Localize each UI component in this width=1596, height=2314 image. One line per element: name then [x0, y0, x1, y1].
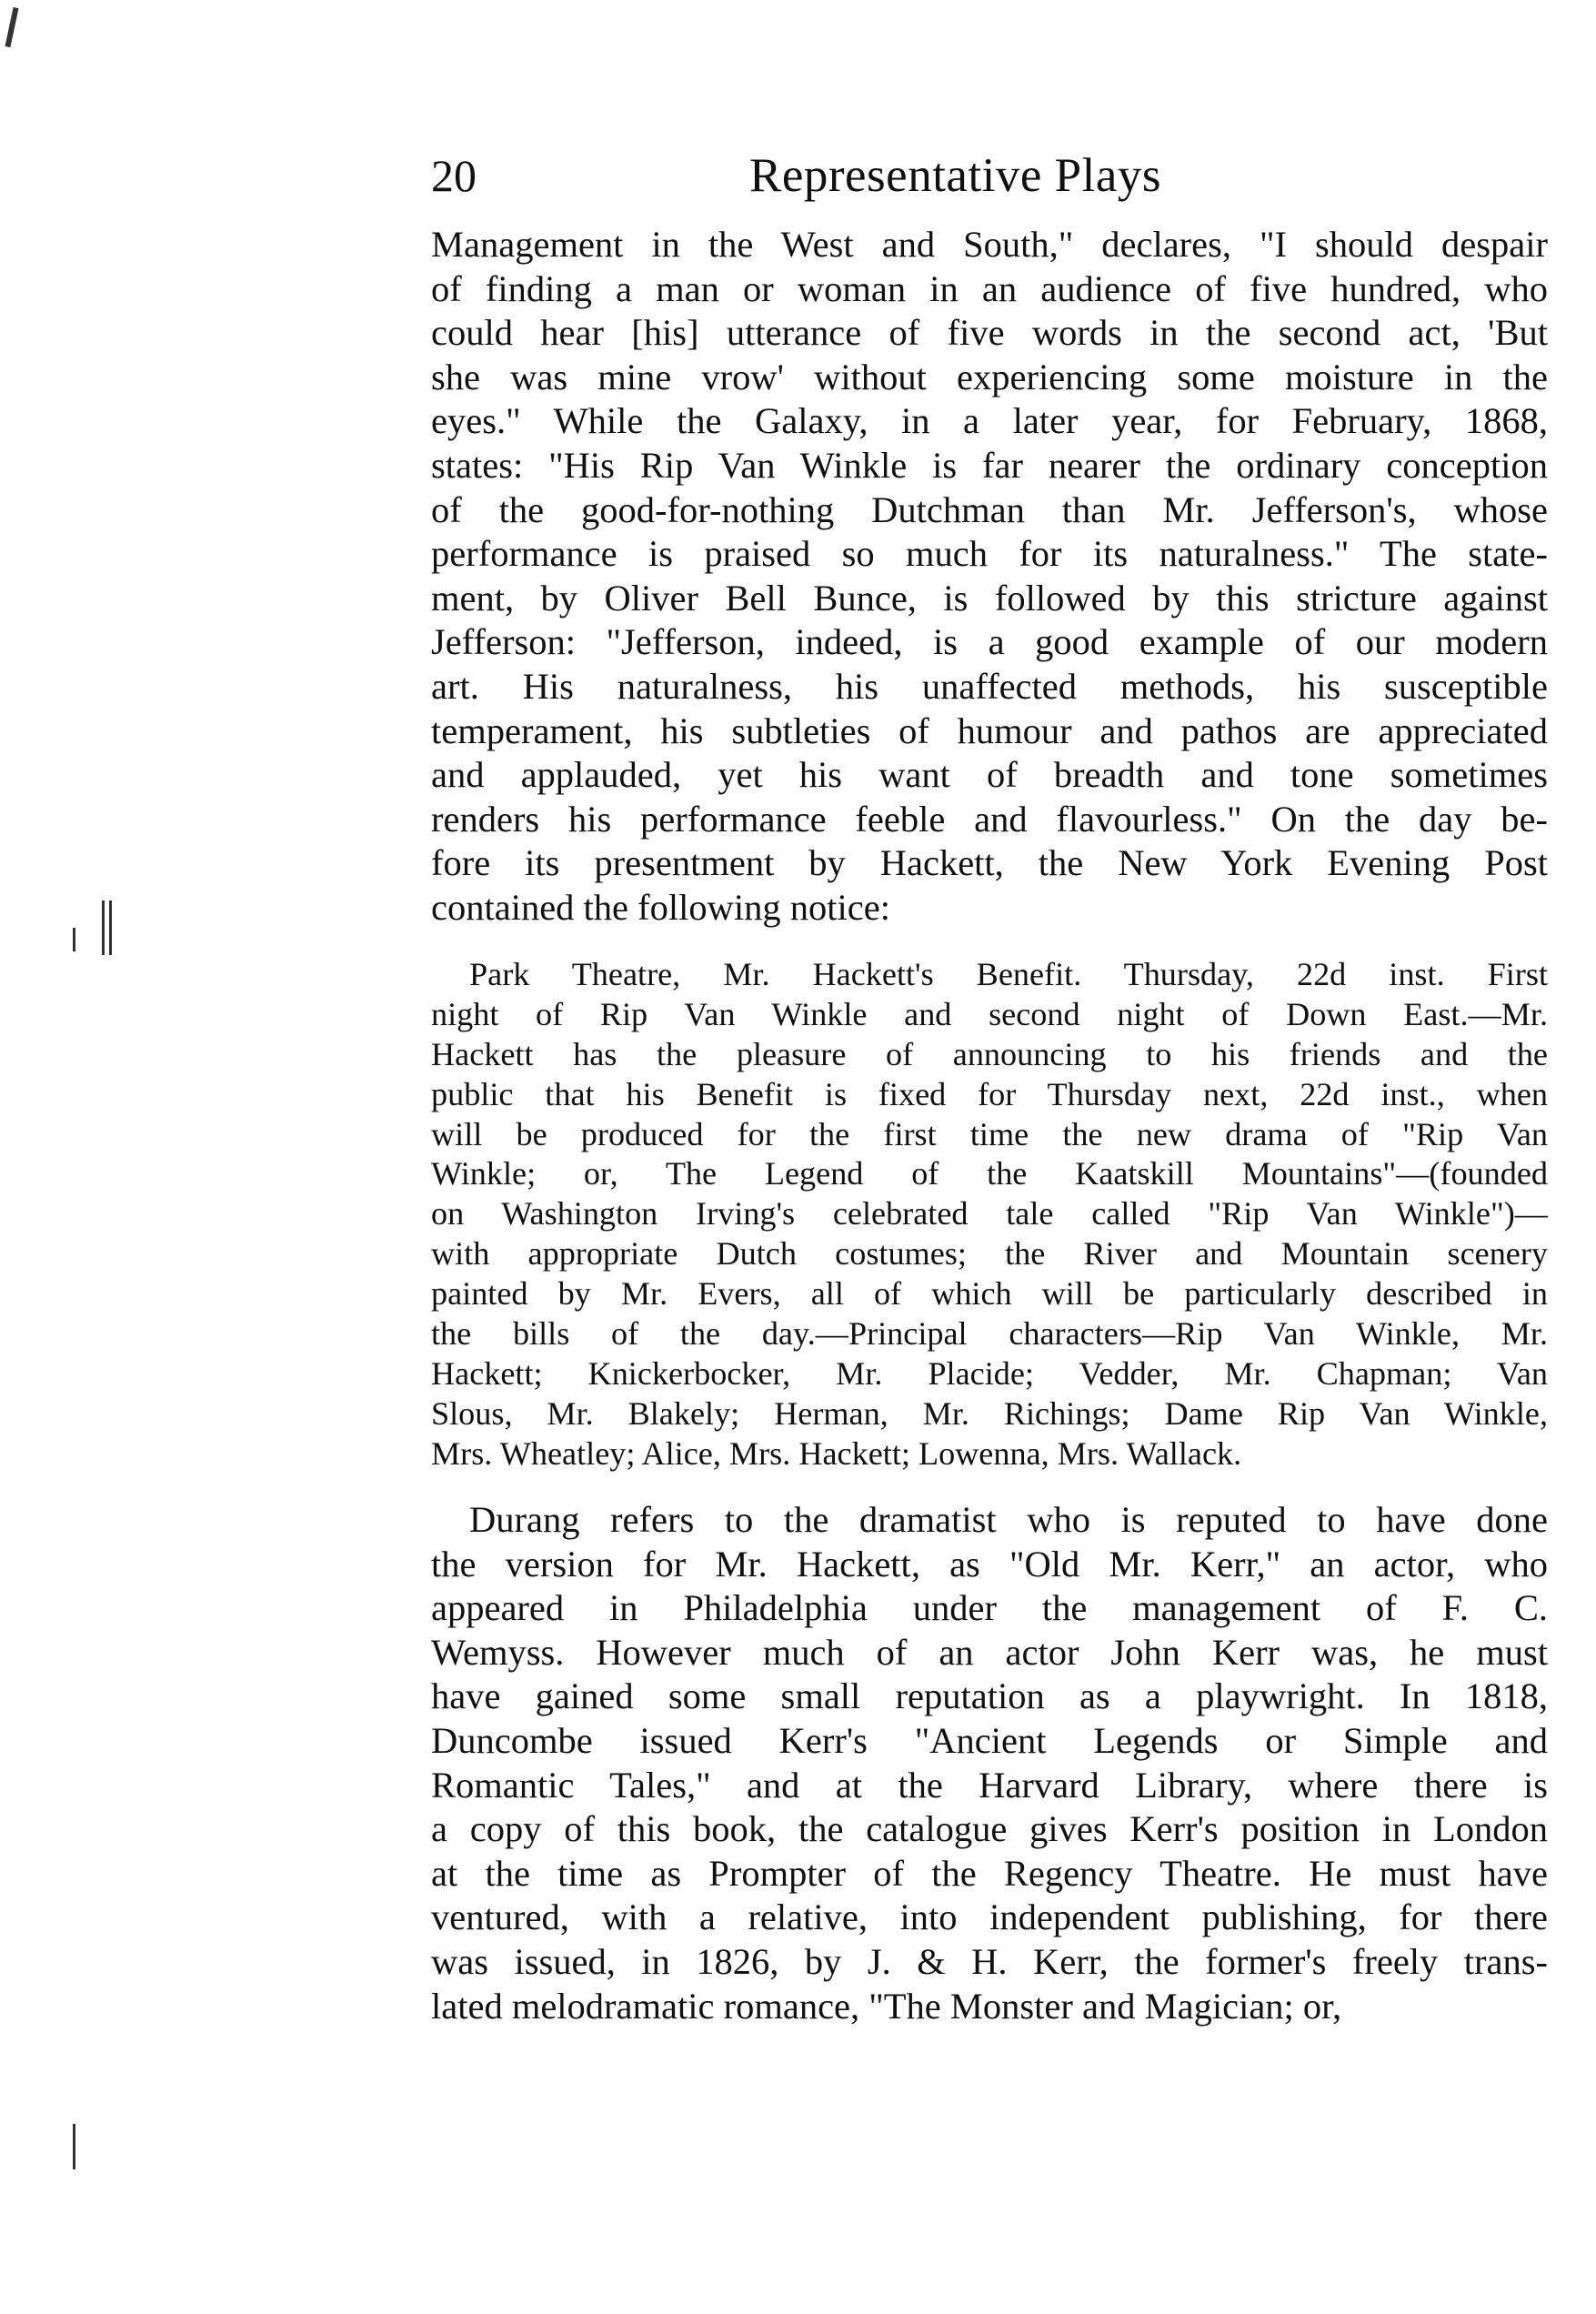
text-line: the version for Mr. Hackett, as "Old Mr. Kerr," an actor, who: [431, 1543, 1548, 1585]
quoted-notice: [431, 955, 1548, 1474]
text-line: Romantic Tales," and at the Harvard Library, where there is: [431, 1764, 1548, 1806]
text-line: temperament, his subtleties of humour and pathos are appreciated: [431, 709, 1548, 751]
quote-line: with appropriate Dutch costumes; the River and Mountain scenery: [431, 1235, 1548, 1273]
text-line: and applauded, yet his want of breadth and tone sometimes: [431, 754, 1548, 796]
text-line: could hear [his] utterance of five words in the second act, 'But: [431, 312, 1548, 354]
quote-line: Park Theatre, Mr. Hackett's Benefit. Thursday, 22d inst. First: [469, 956, 1548, 992]
quote-line: on Washington Irving's celebrated tale called "Rip Van Winkle")—: [431, 1195, 1548, 1232]
page-header: [431, 144, 1548, 207]
text-line: a copy of this book, the catalogue gives Kerr's position in London: [431, 1808, 1548, 1850]
quote-line: painted by Mr. Evers, all of which will be particularly described in: [431, 1275, 1548, 1313]
text-line: fore its presentment by Hackett, the New York Evening Post: [431, 842, 1548, 884]
quote-line: Hackett has the pleasure of announcing to his friends and the: [431, 1035, 1548, 1072]
quote-line: Winkle; or, The Legend of the Kaatskill Mountains"—(founded: [431, 1155, 1548, 1192]
page-number: 20: [431, 150, 477, 201]
text-line: contained the following notice:: [431, 886, 890, 928]
text-line: Durang refers to the dramatist who is reputed to have done: [469, 1499, 1548, 1540]
text-line: appeared in Philadelphia under the management of F. C.: [431, 1587, 1548, 1629]
quote-line: night of Rip Van Winkle and second night of Down East.—Mr.: [431, 995, 1548, 1032]
text-line: states: "His Rip Van Winkle is far nearer the ordinary conception: [431, 444, 1548, 486]
text-line: of the good-for-nothing Dutchman than Mr. Jefferson's, whose: [431, 488, 1548, 530]
scan-mark: [5, 7, 18, 47]
text-line: ment, by Oliver Bell Bunce, is followed by this stricture against: [431, 577, 1548, 619]
quote-line: the bills of the day.—Principal characters—Rip Van Winkle, Mr.: [431, 1315, 1548, 1353]
quote-line: Mrs. Wheatley; Alice, Mrs. Hackett; Lowenna, Mrs. Wallack.: [431, 1434, 1242, 1472]
text-line: Wemyss. However much of an actor John Kerr was, he must: [431, 1631, 1548, 1673]
quote-line: Slous, Mr. Blakely; Herman, Mr. Richings; Dame Rip Van Winkle,: [431, 1394, 1548, 1432]
quote-line: will be produced for the first time the new drama of "Rip Van: [431, 1115, 1548, 1152]
text-line: performance is praised so much for its naturalness." The state-: [431, 533, 1548, 575]
text-line: she was mine vrow' without experiencing some moisture in the: [431, 356, 1548, 397]
quote-line: Hackett; Knickerbocker, Mr. Placide; Vedder, Mr. Chapman; Van: [431, 1354, 1548, 1392]
running-title: Representative Plays: [749, 149, 1162, 202]
scan-mark: [102, 900, 105, 955]
paragraph-1: [431, 223, 1548, 931]
text-line: Jefferson: "Jefferson, indeed, is a good example of our modern: [431, 621, 1548, 663]
text-line: eyes." While the Galaxy, in a later year, for February, 1868,: [431, 400, 1548, 442]
text-line: Management in the West and South," declares, "I should despair: [431, 224, 1548, 265]
text-line: was issued, in 1826, by J. & H. Kerr, the former's freely trans-: [431, 1940, 1548, 1982]
text-line: renders his performance feeble and flavourless." On the day be-: [431, 798, 1548, 840]
scan-mark: [73, 928, 75, 951]
text-line: have gained some small reputation as a playwright. In 1818,: [431, 1675, 1548, 1717]
text-line: of finding a man or woman in an audience of five hundred, who: [431, 267, 1548, 309]
text-line: lated melodramatic romance, "The Monster and Magician; or,: [431, 1985, 1342, 2027]
scan-mark: [73, 2124, 75, 2169]
quote-line: public that his Benefit is fixed for Thursday next, 22d inst., when: [431, 1075, 1548, 1112]
text-line: art. His naturalness, his unaffected methods, his susceptible: [431, 665, 1548, 707]
text-line: Duncombe issued Kerr's "Ancient Legends or Simple and: [431, 1719, 1548, 1761]
scan-mark: [109, 900, 112, 955]
text-line: at the time as Prompter of the Regency Theatre. He must have: [431, 1852, 1548, 1894]
paragraph-2: [431, 1498, 1548, 2028]
text-line: ventured, with a relative, into independent publishing, for there: [431, 1896, 1548, 1938]
